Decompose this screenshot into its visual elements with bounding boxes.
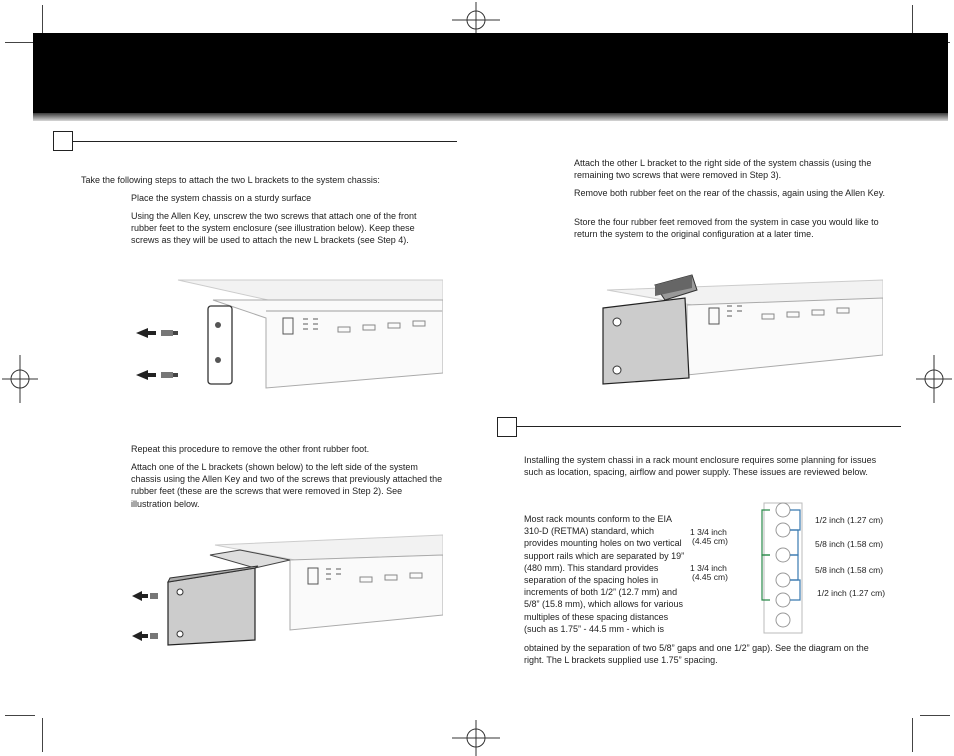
rack-intro-text: Installing the system chassi in a rack mount enclosure requires some planning for issues such as location, spacing, airflow and power supply. These issues are reviewed below. [524,455,877,478]
right-spacing-label: 5/8 inch (1.58 cm) [815,565,884,575]
step-6-text: Remove both rubber feet on the rear of the chassis, again using the Allen Key. [574,188,886,198]
registration-mark-left [2,355,38,403]
step-4-text: Attach one of the L brackets (shown below) to the left side of the system chassis using the Allen Key and two of the screws that previously attached the rubber feet (these are the screws that were removed in Step 2). See illustration below. [131,462,443,509]
illustration-attach-l-bracket [130,530,443,648]
illustration-remove-rubber-feet [108,278,443,398]
left-spacing-label: (4.45 cm) [692,572,728,582]
step-3-text: Repeat this procedure to remove the other front rubber foot. [131,444,370,454]
left-spacing-label: 1 3/4 inch [690,563,727,573]
left-spacing-label: (4.45 cm) [692,536,728,546]
registration-mark-right [916,355,952,403]
section-rule [72,141,457,142]
rack-spacing-diagram [688,498,888,638]
rack-body-text: Most rack mounts conform to the EIA 310-D (RETMA) standard, which provides mounting holes on two vertical support rails which are separated by 19” (480 mm). This standard provides separation of the spacing holes in increments of both 1/2” (12.7 mm) and 5/8” (15.8 mm), which allows for various multiples of these spacing distances (such as 1.75” - 44.5 mm - which is [524,514,685,634]
crop-mark [42,718,43,752]
registration-mark-bottom [452,720,500,756]
rack-continued-text: obtained by the separation of two 5/8” gaps and one 1/2” gap). See the diagram on the right. The L brackets supplied use 1.75” spacing. [524,643,869,666]
step-7-text: Store the four rubber feet removed from the system in case you would like to return the system to the original configuration at a later time. [574,217,879,240]
left-spacing-label: 1 3/4 inch [690,527,727,537]
crop-mark [912,718,913,752]
right-spacing-label: 5/8 inch (1.58 cm) [815,539,884,549]
section-number-box [497,417,517,437]
step-5-text: Attach the other L bracket to the right side of the system chassis (using the remaining two screws that were removed in Step 3). [574,158,872,181]
crop-mark [912,5,913,35]
step-2-text: Using the Allen Key, unscrew the two screws that attach one of the front rubber feet to the system enclosure (see illustration below). Keep these screws as they will be used to attach the new L brackets (see Step 4). [131,211,417,246]
header-gradient [33,113,948,121]
right-spacing-label: 1/2 inch (1.27 cm) [815,515,884,525]
crop-mark [5,42,35,43]
crop-mark [920,715,950,716]
section-rule [516,426,901,427]
right-spacing-label: 1/2 inch (1.27 cm) [817,588,886,598]
header-bar [33,33,948,113]
crop-mark [5,715,35,716]
illustration-both-brackets [597,260,883,386]
crop-mark [42,5,43,35]
section-number-box [53,131,73,151]
step-1-text: Place the system chassis on a sturdy surface [131,193,312,203]
intro-text: Take the following steps to attach the two L brackets to the system chassis: [81,175,380,185]
